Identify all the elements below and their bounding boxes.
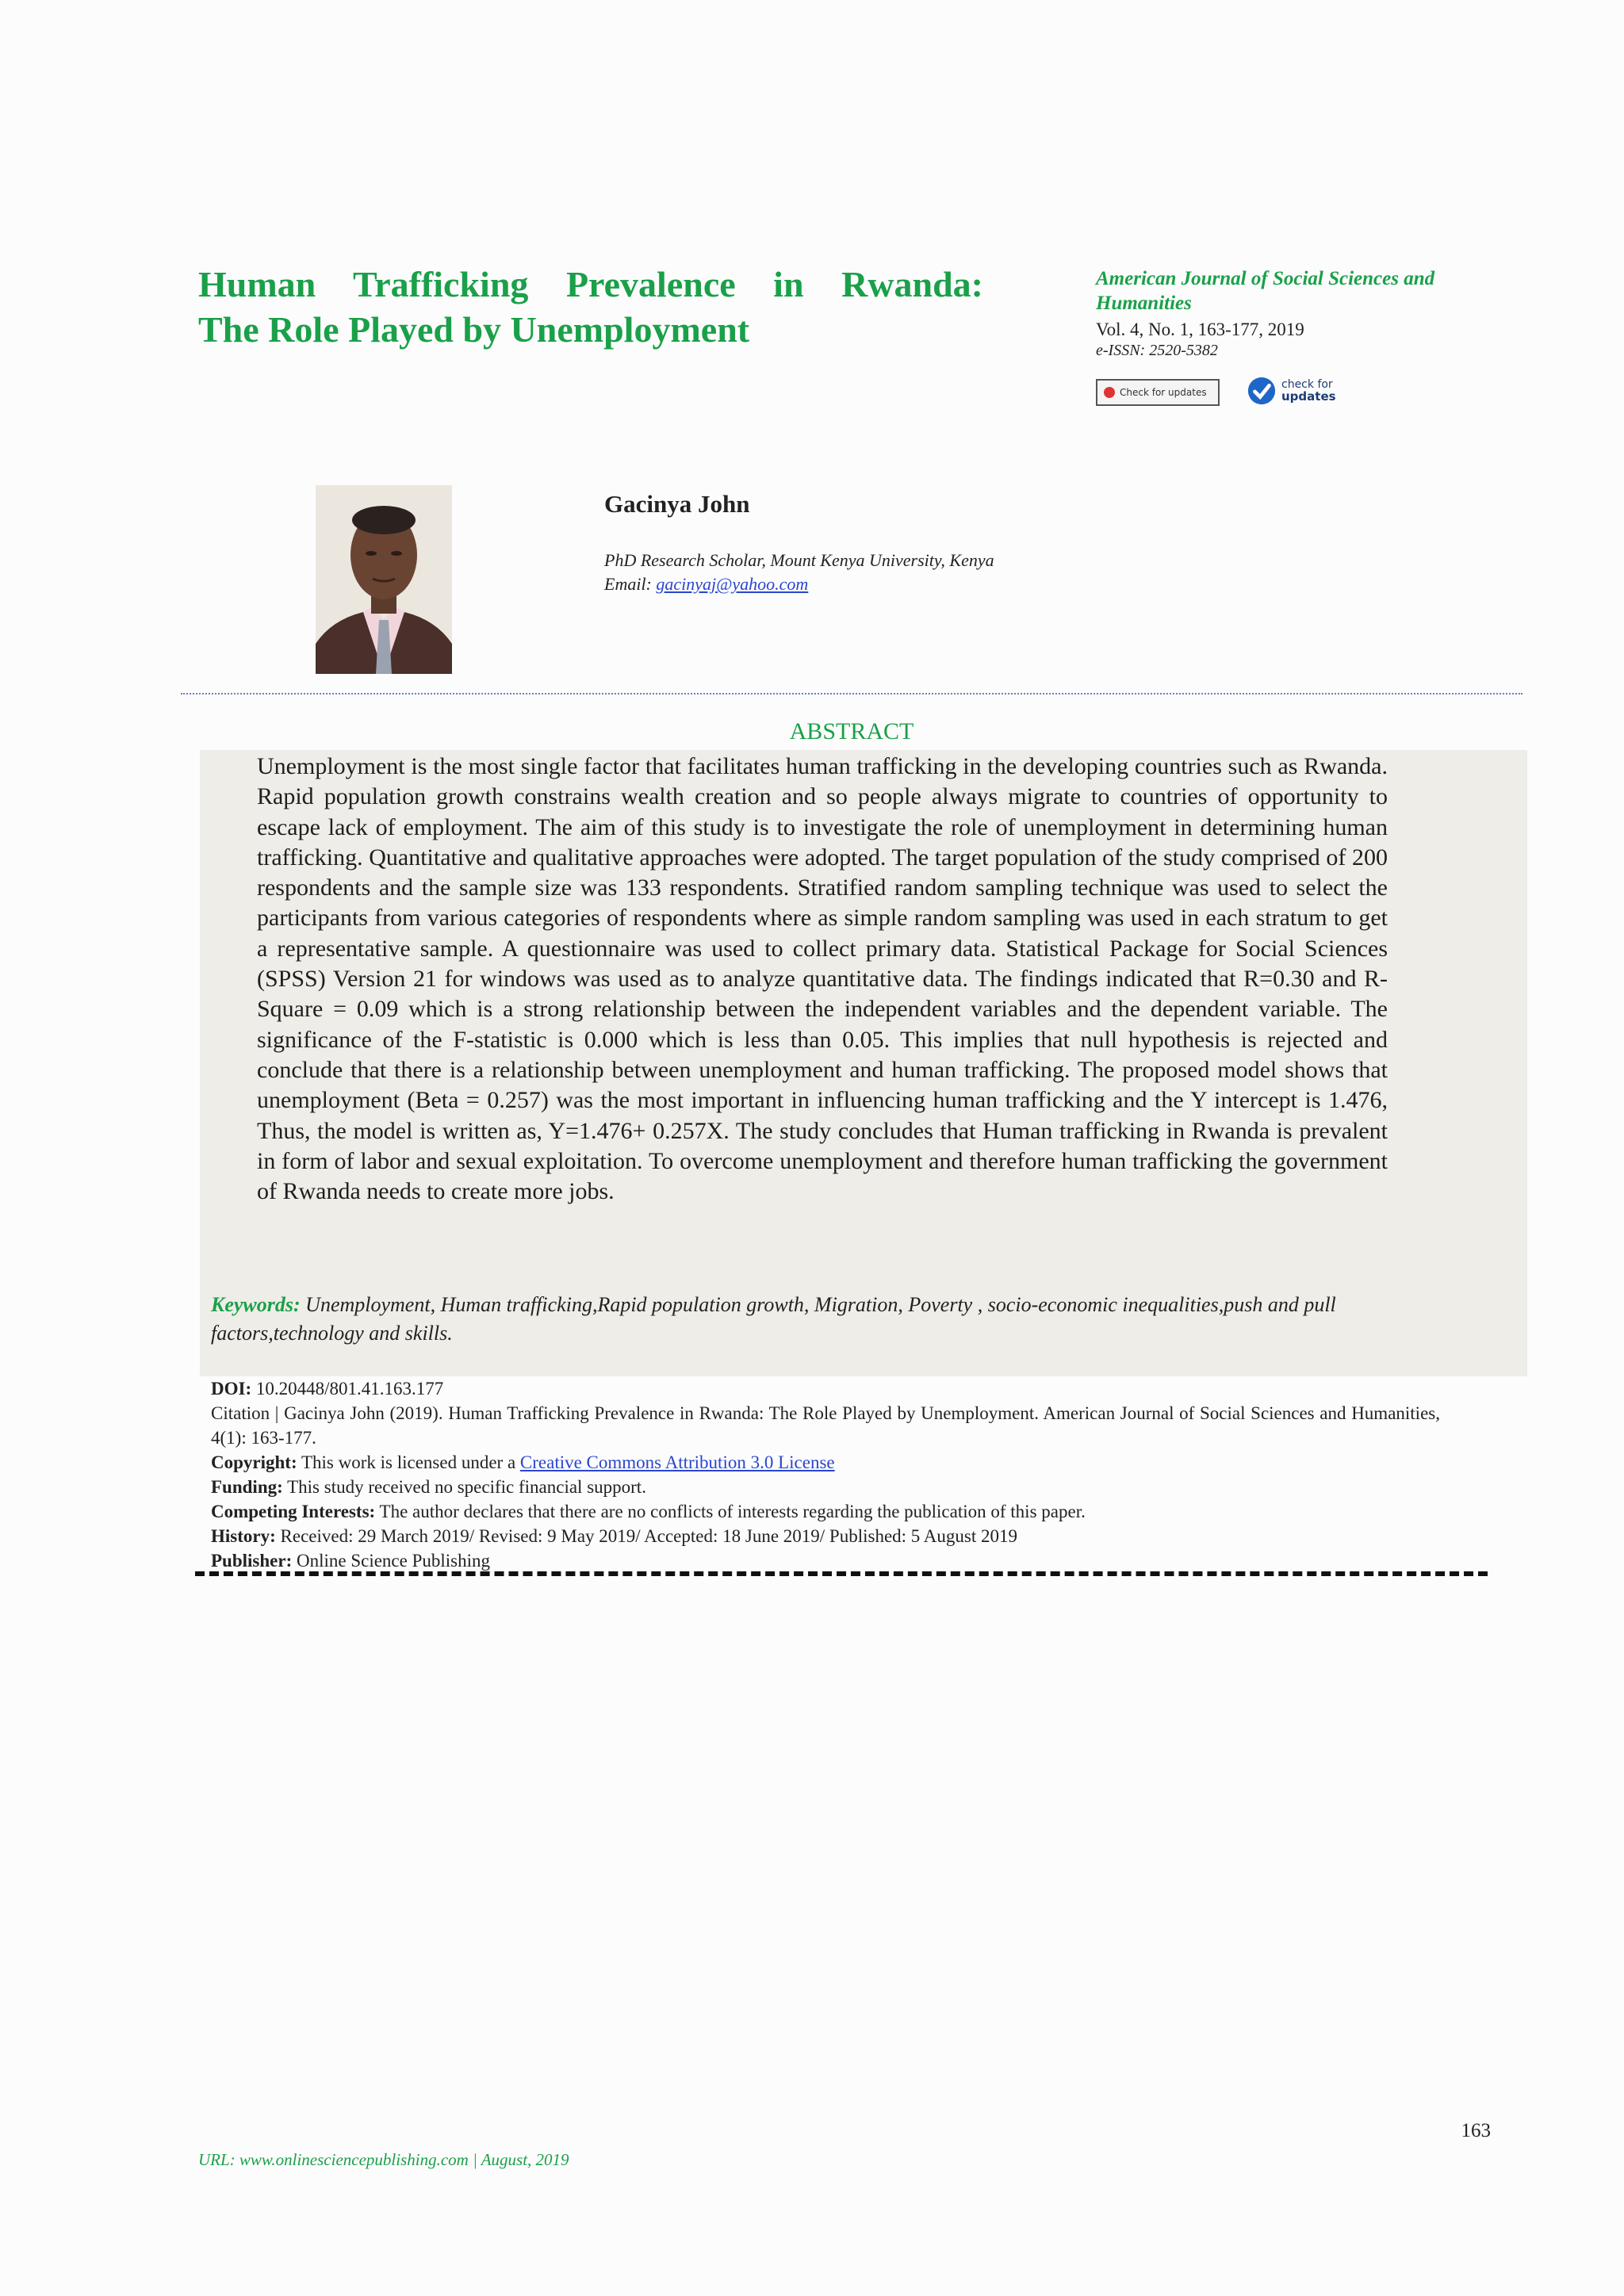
abstract-heading: ABSTRACT	[789, 718, 914, 744]
footer-url: URL: www.onlinesciencepublishing.com | August, 2019	[198, 2150, 569, 2169]
journal-name: American Journal of Social Sciences and Humanities	[1096, 268, 1435, 314]
publisher-label: Publisher:	[211, 1551, 293, 1571]
author-portrait-image	[316, 485, 452, 674]
competing-interests-row	[211, 1499, 1440, 1524]
crossmark-label: Check for updates	[1120, 387, 1207, 398]
copyright-row	[211, 1450, 1440, 1475]
crossmark-icon	[1104, 387, 1115, 398]
check-for-updates-badge[interactable]	[1247, 374, 1336, 408]
license-link[interactable]: Creative Commons Attribution 3.0 License	[519, 1452, 835, 1472]
competing-interests-label: Competing Interests:	[211, 1502, 376, 1521]
keywords-text: Unemployment, Human trafficking,Rapid population growth, Migration, Poverty , socio-economic inequalities,push and pull factors,technology and skills.	[211, 1293, 1336, 1345]
paper-title-line-1: Human Trafficking Prevalence in Rwanda:	[198, 264, 983, 304]
doi-row	[211, 1376, 1440, 1401]
abstract-text: Unemployment is the most single factor that facilitates human trafficking in the developing countries such as Rwanda. Rapid population growth constrains wealth creation and so people always migrate to countries of opportunity to escape lack of employment. The aim of this study is to investigate the role of unemployment in determining human trafficking. Quantitative and qualitative approaches were adopted. The target population of the study comprised of 200 respondents and the sample size was 133 respondents. Stratified random sampling technique was used to select the participants from various categories of respondents where as simple random sampling was used in each stratum to get a representative sample. A questionnaire was used to collect primary data. Statistical Package for Social Sciences (SPSS) Version 21 for windows was used as to analyze quantitative data. The findings indicated that R=0.30 and R-Square = 0.09 which is a strong relationship between the independent variables and the dependent variable. The significance of the F-statistic is 0.000 which is less than 0.05. This implies that null hypothesis is rejected and conclude that there is a relationship between unemployment and human trafficking. The proposed model shows that unemployment (Beta = 0.257) was the most important in influencing human trafficking and the Y intercept is 1.476, Thus, the model is written as, Y=1.476+ 0.257X. The study concludes that Human trafficking in Rwanda is prevalent in form of labor and sexual exploitation. To overcome unemployment and therefore human trafficking the government of Rwanda needs to create more jobs.	[257, 753, 1388, 1205]
publisher-row	[211, 1548, 1440, 1573]
page-number: 163	[1461, 2120, 1491, 2141]
funding-label: Funding:	[211, 1477, 283, 1497]
author-photo	[316, 485, 452, 674]
author-email-link[interactable]: gacinyaj@yahoo.com	[656, 574, 809, 594]
journal-eissn: e-ISSN: 2520-5382	[1096, 342, 1218, 359]
check-badge-line-1: check for	[1281, 378, 1333, 391]
check-badge-line-2: updates	[1281, 389, 1336, 404]
history-text: Received: 29 March 2019/ Revised: 9 May 2019/ Accepted: 18 June 2019/ Published: 5 August 2019	[280, 1526, 1017, 1546]
history-label: History:	[211, 1526, 276, 1546]
section-divider-dotted	[181, 693, 1522, 695]
copyright-label: Copyright:	[211, 1452, 297, 1472]
author-affiliation: PhD Research Scholar, Mount Kenya University, Kenya	[604, 550, 994, 570]
author-email-line	[604, 574, 808, 595]
publisher-text: Online Science Publishing	[296, 1551, 491, 1571]
article-metadata	[211, 1376, 1440, 1573]
author-name: Gacinya John	[604, 490, 750, 518]
journal-volume: Vol. 4, No. 1, 163-177, 2019	[1096, 320, 1304, 339]
journal-info	[1096, 266, 1508, 404]
funding-text: This study received no specific financial support.	[287, 1477, 646, 1497]
keywords-label: Keywords:	[211, 1293, 301, 1316]
history-row	[211, 1524, 1440, 1548]
paper-title-line-2: The Role Played by Unemployment	[198, 309, 750, 350]
citation-row: Citation | Gacinya John (2019). Human Trafficking Prevalence in Rwanda: The Role Played by Unemployment. American Journal of Social Sciences and Humanities, 4(1): 163-177.	[211, 1403, 1440, 1448]
competing-interests-text: The author declares that there are no conflicts of interests regarding the publication of this paper.	[379, 1502, 1086, 1521]
paper-title	[198, 262, 983, 352]
keywords	[211, 1291, 1480, 1348]
doi-value: 10.20448/801.41.163.177	[255, 1379, 444, 1399]
funding-row	[211, 1475, 1440, 1499]
author-email-label: Email:	[604, 574, 652, 594]
check-badge-icon	[1247, 376, 1277, 406]
crossmark-check-button[interactable]	[1096, 379, 1220, 406]
copyright-text: This work is licensed under a	[301, 1452, 516, 1472]
section-divider-dashed	[195, 1571, 1488, 1576]
doi-label: DOI:	[211, 1379, 252, 1399]
